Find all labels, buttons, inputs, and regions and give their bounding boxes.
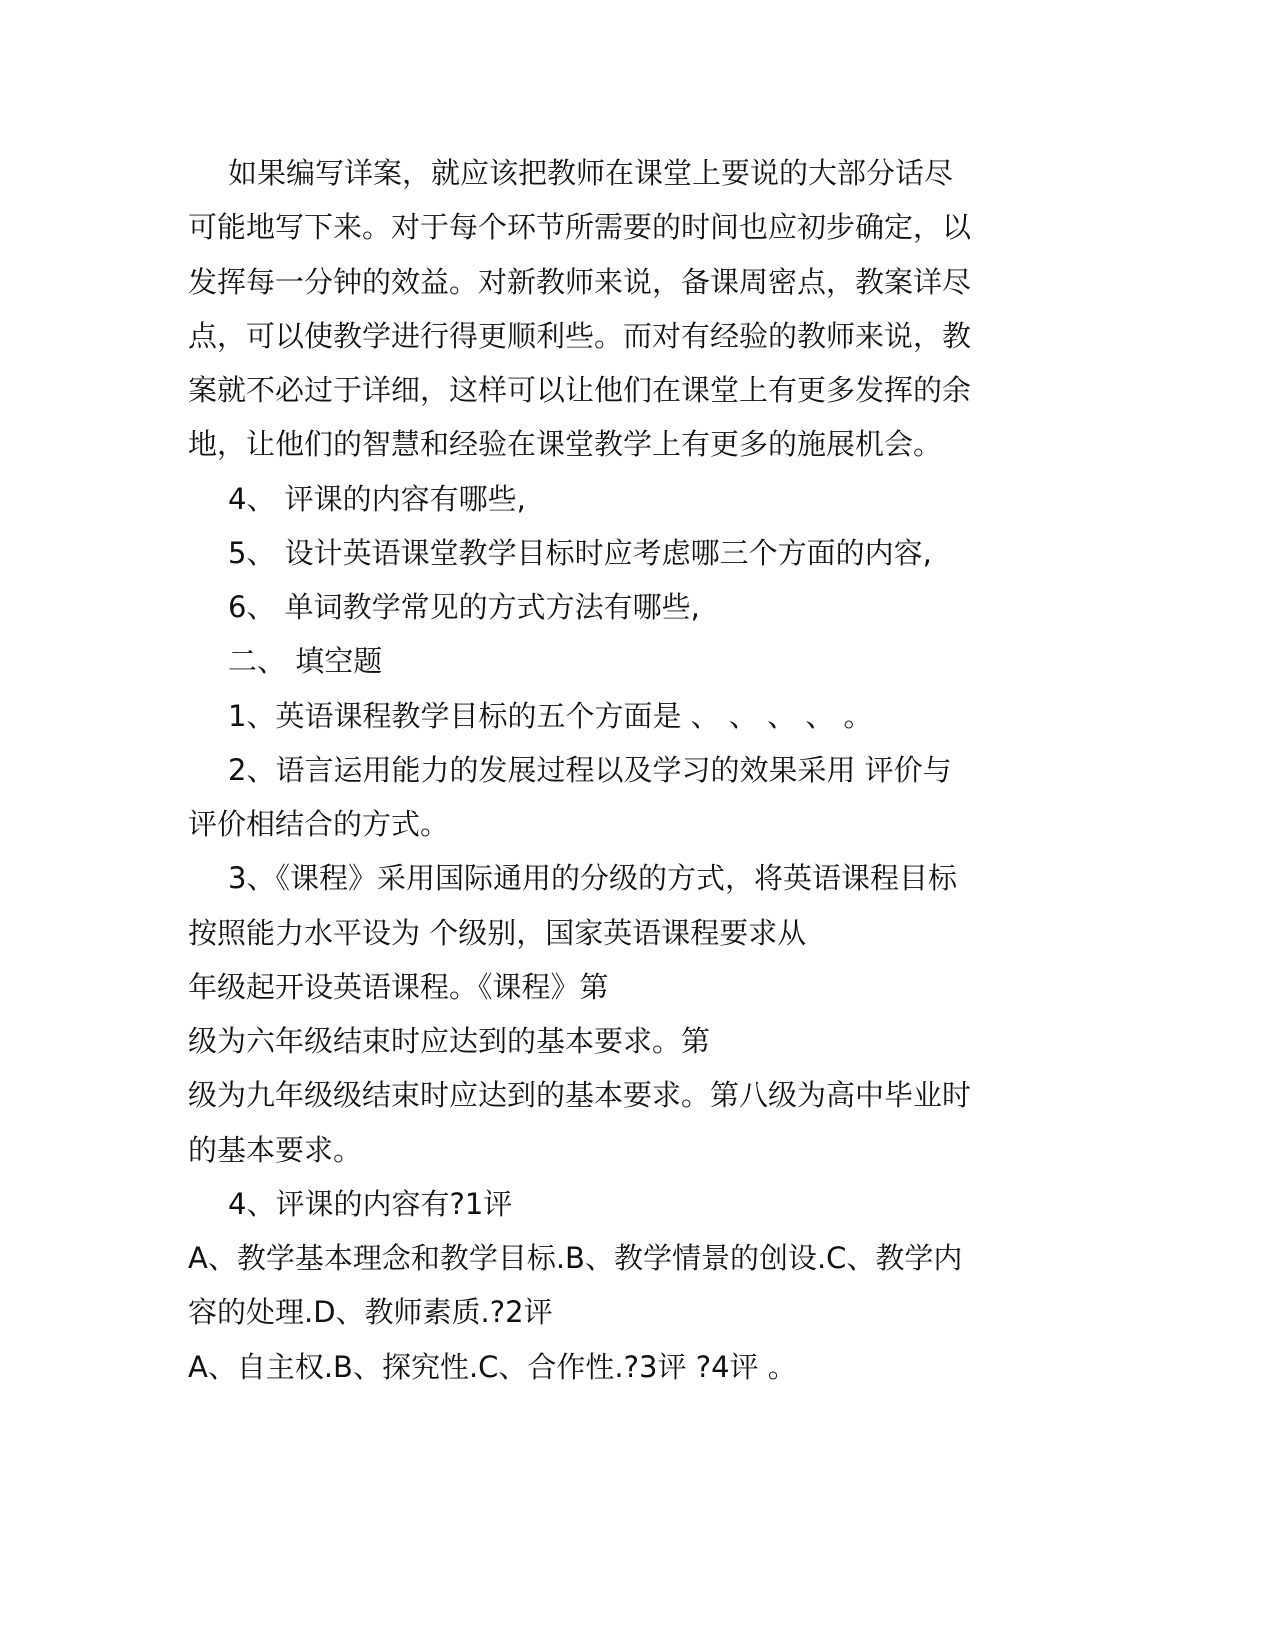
paragraph-line: 案就不必过于详细，这样可以让他们在课堂上有更多发挥的余	[188, 373, 972, 407]
question-item: 4、 评课的内容有哪些,	[228, 482, 526, 516]
paragraph-line: 发挥每一分钟的效益。对新教师来说，备课周密点，教案详尽	[188, 265, 972, 299]
fill-blank-continuation: 级为九年级级结束时应达到的基本要求。第八级为高中毕业时	[188, 1078, 972, 1112]
option-line: A、教学基本理念和教学目标.B、教学情景的创设.C、教学内	[188, 1241, 963, 1275]
fill-blank-continuation: 年级起开设英语课程。《课程》第	[188, 970, 609, 1004]
paragraph-line: 可能地写下来。对于每个环节所需要的时间也应初步确定，以	[188, 210, 972, 244]
paragraph-line: 地，让他们的智慧和经验在课堂教学上有更多的施展机会。	[188, 427, 943, 461]
fill-blank-continuation: 的基本要求。	[188, 1133, 363, 1167]
paragraph-line: 如果编写详案，就应该把教师在课堂上要说的大部分话尽	[228, 156, 954, 190]
fill-blank-continuation: 评价相结合的方式。	[188, 807, 450, 841]
fill-blank-item: 2、语言运用能力的发展过程以及学习的效果采用 评价与	[228, 753, 952, 787]
fill-blank-continuation: 级为六年级结束时应达到的基本要求。第	[188, 1024, 711, 1058]
paragraph-line: 点，可以使教学进行得更顺利些。而对有经验的教师来说，教	[188, 319, 972, 353]
question-item: 6、 单词教学常见的方式方法有哪些,	[228, 590, 700, 624]
option-line: A、自主权.B、探究性.C、合作性.?3评 ?4评 。	[188, 1350, 797, 1384]
fill-blank-item: 1、英语课程教学目标的五个方面是 、 、 、 、 。	[228, 699, 873, 733]
option-line: 容的处理.D、教师素质.?2评	[188, 1295, 553, 1329]
fill-blank-item: 3、《课程》采用国际通用的分级的方式，将英语课程目标	[228, 861, 957, 895]
section-heading: 二、 填空题	[228, 644, 383, 678]
fill-blank-continuation: 按照能力水平设为 个级别，国家英语课程要求从	[188, 916, 807, 950]
question-item: 5、 设计英语课堂教学目标时应考虑哪三个方面的内容,	[228, 536, 932, 570]
fill-blank-item: 4、评课的内容有?1评	[228, 1187, 513, 1221]
